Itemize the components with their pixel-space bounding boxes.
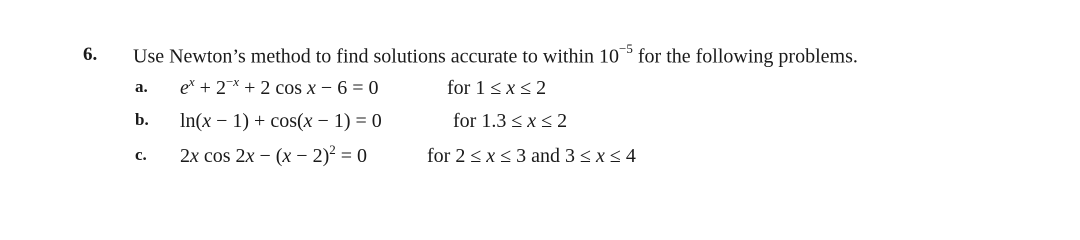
part-a-equation: $e^x + 2^{-x} + 2$ cos x − 6 = 0 [180,74,379,99]
statement-text-end: for the following problems. [632,45,858,68]
part-b-label: b. [135,110,149,129]
tolerance-exponent: −5 [619,41,633,56]
variable-x: x [596,145,605,167]
part-a-condition: for 1 ≤ x ≤ 2 [447,77,547,99]
problem-number: 6. [83,44,98,65]
variable-x: x [486,145,496,167]
variable-x: x [506,77,516,99]
part-c-equation: 2x $\cos 2x - (x - 2)^2 = 0$ [180,142,368,167]
part-c-label: c. [135,145,147,164]
part-a-label: a. [135,77,148,96]
variable-x: x [527,110,537,132]
problem-statement [133,43,858,69]
part-b-condition: for 1.3 ≤ x ≤ 2 [453,110,568,132]
part-c-condition: for 2 ≤ x ≤ 3 and 3 ≤ x ≤ 4 [427,145,636,167]
part-b-equation: ln(x − 1) + cos(x − 1) = 0 [180,110,382,132]
statement-text: Use Newton’s method to find solutions accurate to within 10 [133,45,620,68]
